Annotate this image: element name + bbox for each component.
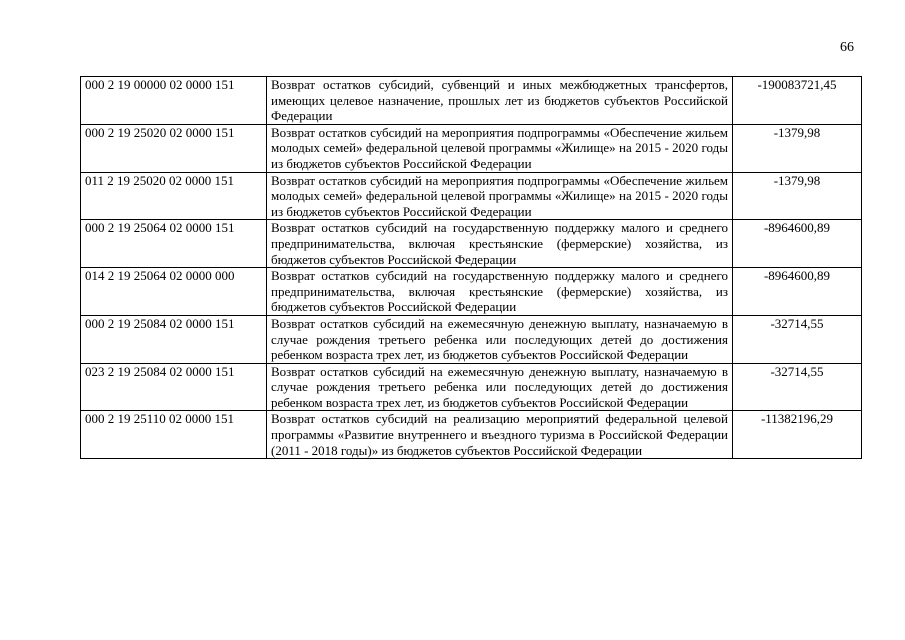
- table-row: [81, 77, 862, 125]
- row-description: Возврат остатков субсидий на мероприятия подпрограммы «Обеспечение жильем молодых семей» федеральной целевой программы «Жилище» на 2015 - 2020 годы из бюджетов субъектов Российской Федерации: [267, 124, 733, 172]
- table-row: [81, 268, 862, 316]
- table-row: [81, 411, 862, 459]
- budget-code: 000 2 19 00000 02 0000 151: [81, 77, 267, 125]
- row-description: Возврат остатков субсидий на реализацию мероприятий федеральной целевой программы «Развитие внутреннего и въездного туризма в Российской Федерации (2011 - 2018 годы)» из бюджетов субъектов Российской Федерации: [267, 411, 733, 459]
- row-amount: -32714,55: [733, 315, 862, 363]
- table-row: [81, 172, 862, 220]
- row-amount: -8964600,89: [733, 220, 862, 268]
- row-amount: -190083721,45: [733, 77, 862, 125]
- table-row: [81, 315, 862, 363]
- row-amount: -1379,98: [733, 124, 862, 172]
- row-description: Возврат остатков субсидий на государственную поддержку малого и среднего предпринимательства, включая крестьянские (фермерские) хозяйства, из бюджетов субъектов Российской Федерации: [267, 220, 733, 268]
- budget-code: 000 2 19 25084 02 0000 151: [81, 315, 267, 363]
- row-description: Возврат остатков субсидий на ежемесячную денежную выплату, назначаемую в случае рождения третьего ребенка или последующих детей до достижения ребенком возраста трех лет, из бюджетов субъектов Российской Федерации: [267, 315, 733, 363]
- budget-table: [80, 76, 862, 459]
- row-amount: -8964600,89: [733, 268, 862, 316]
- budget-code: 000 2 19 25110 02 0000 151: [81, 411, 267, 459]
- budget-code: 000 2 19 25020 02 0000 151: [81, 124, 267, 172]
- budget-code: 023 2 19 25084 02 0000 151: [81, 363, 267, 411]
- table-row: [81, 220, 862, 268]
- budget-code: 014 2 19 25064 02 0000 000: [81, 268, 267, 316]
- row-description: Возврат остатков субсидий на государственную поддержку малого и среднего предпринимательства, включая крестьянские (фермерские) хозяйства, из бюджетов субъектов Российской Федерации: [267, 268, 733, 316]
- row-description: Возврат остатков субсидий на мероприятия подпрограммы «Обеспечение жильем молодых семей» федеральной целевой программы «Жилище» на 2015 - 2020 годы из бюджетов субъектов Российской Федерации: [267, 172, 733, 220]
- table-row: [81, 124, 862, 172]
- row-amount: -1379,98: [733, 172, 862, 220]
- budget-code: 011 2 19 25020 02 0000 151: [81, 172, 267, 220]
- table-row: [81, 363, 862, 411]
- page-number: 66: [840, 40, 854, 55]
- row-description: Возврат остатков субсидий, субвенций и иных межбюджетных трансфертов, имеющих целевое назначение, прошлых лет из бюджетов субъектов Российской Федерации: [267, 77, 733, 125]
- row-description: Возврат остатков субсидий на ежемесячную денежную выплату, назначаемую в случае рождения третьего ребенка или последующих детей до достижения ребенком возраста трех лет, из бюджетов субъектов Российской Федерации: [267, 363, 733, 411]
- budget-code: 000 2 19 25064 02 0000 151: [81, 220, 267, 268]
- row-amount: -32714,55: [733, 363, 862, 411]
- row-amount: -11382196,29: [733, 411, 862, 459]
